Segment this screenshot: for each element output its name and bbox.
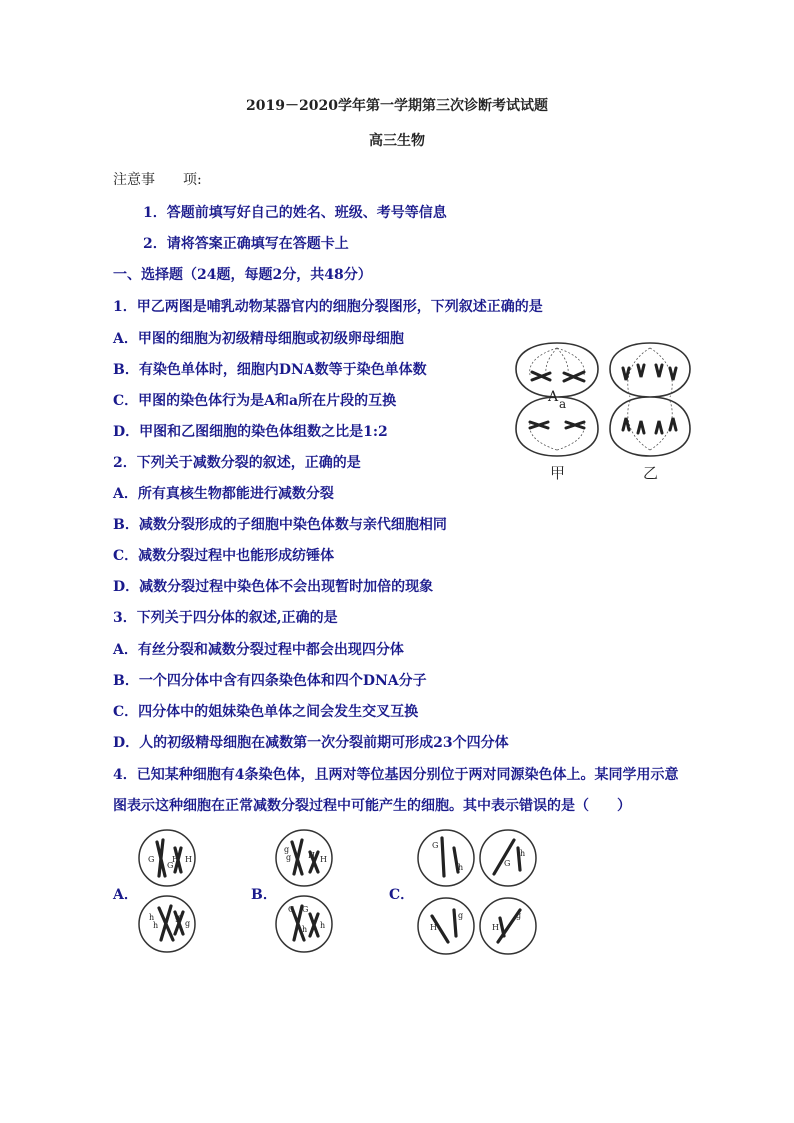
q1-cell-figure bbox=[510, 340, 700, 485]
q1-option-b: B．有染色单体时，细胞内DNA数等于染色单体数 bbox=[113, 362, 427, 378]
gene-G: G bbox=[504, 859, 511, 868]
q4-choice-b: B． bbox=[251, 887, 277, 903]
section-heading: 一、选择题（24题，每题2分，共48分） bbox=[113, 267, 372, 283]
gene-g: g bbox=[516, 911, 522, 920]
q4-figure-c bbox=[414, 826, 544, 960]
q3-option-c: C．四分体中的姐妹染色单体之间会发生交叉互换 bbox=[113, 704, 419, 720]
gene-H: H bbox=[185, 855, 192, 864]
subject-title: 高三生物 bbox=[369, 133, 425, 149]
label-jia: 甲 bbox=[550, 464, 566, 482]
q4-choice-a: A． bbox=[113, 887, 138, 903]
label-yi: 乙 bbox=[643, 464, 659, 482]
q1-option-a: A．甲图的细胞为初级精母细胞或初级卵母细胞 bbox=[113, 331, 404, 347]
allele-a-label: a bbox=[559, 397, 567, 411]
gene-H: H bbox=[492, 923, 499, 932]
q2-option-b: B．减数分裂形成的子细胞中染色体数与亲代细胞相同 bbox=[113, 517, 447, 533]
q2-option-d: D．减数分裂过程中染色体不会出现暂时加倍的现象 bbox=[113, 579, 434, 595]
gene-h: h bbox=[149, 913, 155, 922]
gene-g: g bbox=[175, 913, 181, 922]
gene-H: H bbox=[172, 855, 179, 864]
q1-stem: 1．甲乙两图是哺乳动物某器官内的细胞分裂图形，下列叙述正确的是 bbox=[113, 299, 543, 315]
q4-choice-c: C． bbox=[389, 887, 415, 903]
gene-g: g bbox=[286, 853, 292, 862]
q2-stem: 2．下列关于减数分裂的叙述，正确的是 bbox=[113, 455, 361, 471]
q2-option-c: C．减数分裂过程中也能形成纺锤体 bbox=[113, 548, 335, 564]
notice-item-1: 1．答题前填写好自己的姓名、班级、考号等信息 bbox=[143, 205, 447, 221]
gene-G: G bbox=[302, 905, 309, 914]
gene-h: h bbox=[520, 849, 526, 858]
gene-H: H bbox=[430, 923, 437, 932]
q3-stem: 3．下列关于四分体的叙述,正确的是 bbox=[113, 610, 338, 626]
gene-h: h bbox=[320, 921, 326, 930]
gene-G: G bbox=[288, 905, 295, 914]
cell-yi-outline bbox=[610, 343, 690, 456]
gene-H: H bbox=[320, 855, 327, 864]
q4-stem-line1: 4．已知某种细胞有4条染色体，且两对等位基因分别位于两对同源染色体上。某同学用示意 bbox=[113, 767, 679, 783]
q1-option-c: C．甲图的染色体行为是A和a所在片段的互换 bbox=[113, 393, 397, 409]
gene-H: H bbox=[308, 851, 315, 860]
gene-g: g bbox=[185, 919, 191, 928]
gene-h: h bbox=[458, 863, 464, 872]
gene-h: h bbox=[153, 921, 159, 930]
gene-g: g bbox=[284, 845, 290, 854]
gene-G: G bbox=[432, 841, 439, 850]
q1-option-d: D．甲图和乙图细胞的染色体组数之比是1:2 bbox=[113, 424, 388, 440]
q2-option-a: A．所有真核生物都能进行减数分裂 bbox=[113, 486, 334, 502]
exam-title: 2019－2020学年第一学期第三次诊断考试试题 bbox=[246, 98, 548, 114]
allele-A-label: A bbox=[548, 389, 559, 405]
gene-G: G bbox=[148, 855, 155, 864]
q3-option-b: B．一个四分体中含有四条染色体和四个DNA分子 bbox=[113, 673, 427, 689]
q4-figure-a bbox=[135, 828, 205, 958]
q4-figure-b bbox=[272, 828, 342, 958]
gene-g: g bbox=[458, 911, 464, 920]
gene-G: G bbox=[167, 861, 174, 870]
notice-item-2: 2．请将答案正确填写在答题卡上 bbox=[143, 236, 349, 252]
gene-h: h bbox=[302, 925, 308, 934]
q3-option-d: D．人的初级精母细胞在减数第一次分裂前期可形成23个四分体 bbox=[113, 735, 509, 751]
q3-option-a: A．有丝分裂和减数分裂过程中都会出现四分体 bbox=[113, 642, 404, 658]
q4-stem-line2: 图表示这种细胞在正常减数分裂过程中可能产生的细胞。其中表示错误的是（ ） bbox=[113, 798, 631, 814]
notice-heading: 注意事 项: bbox=[113, 172, 202, 188]
